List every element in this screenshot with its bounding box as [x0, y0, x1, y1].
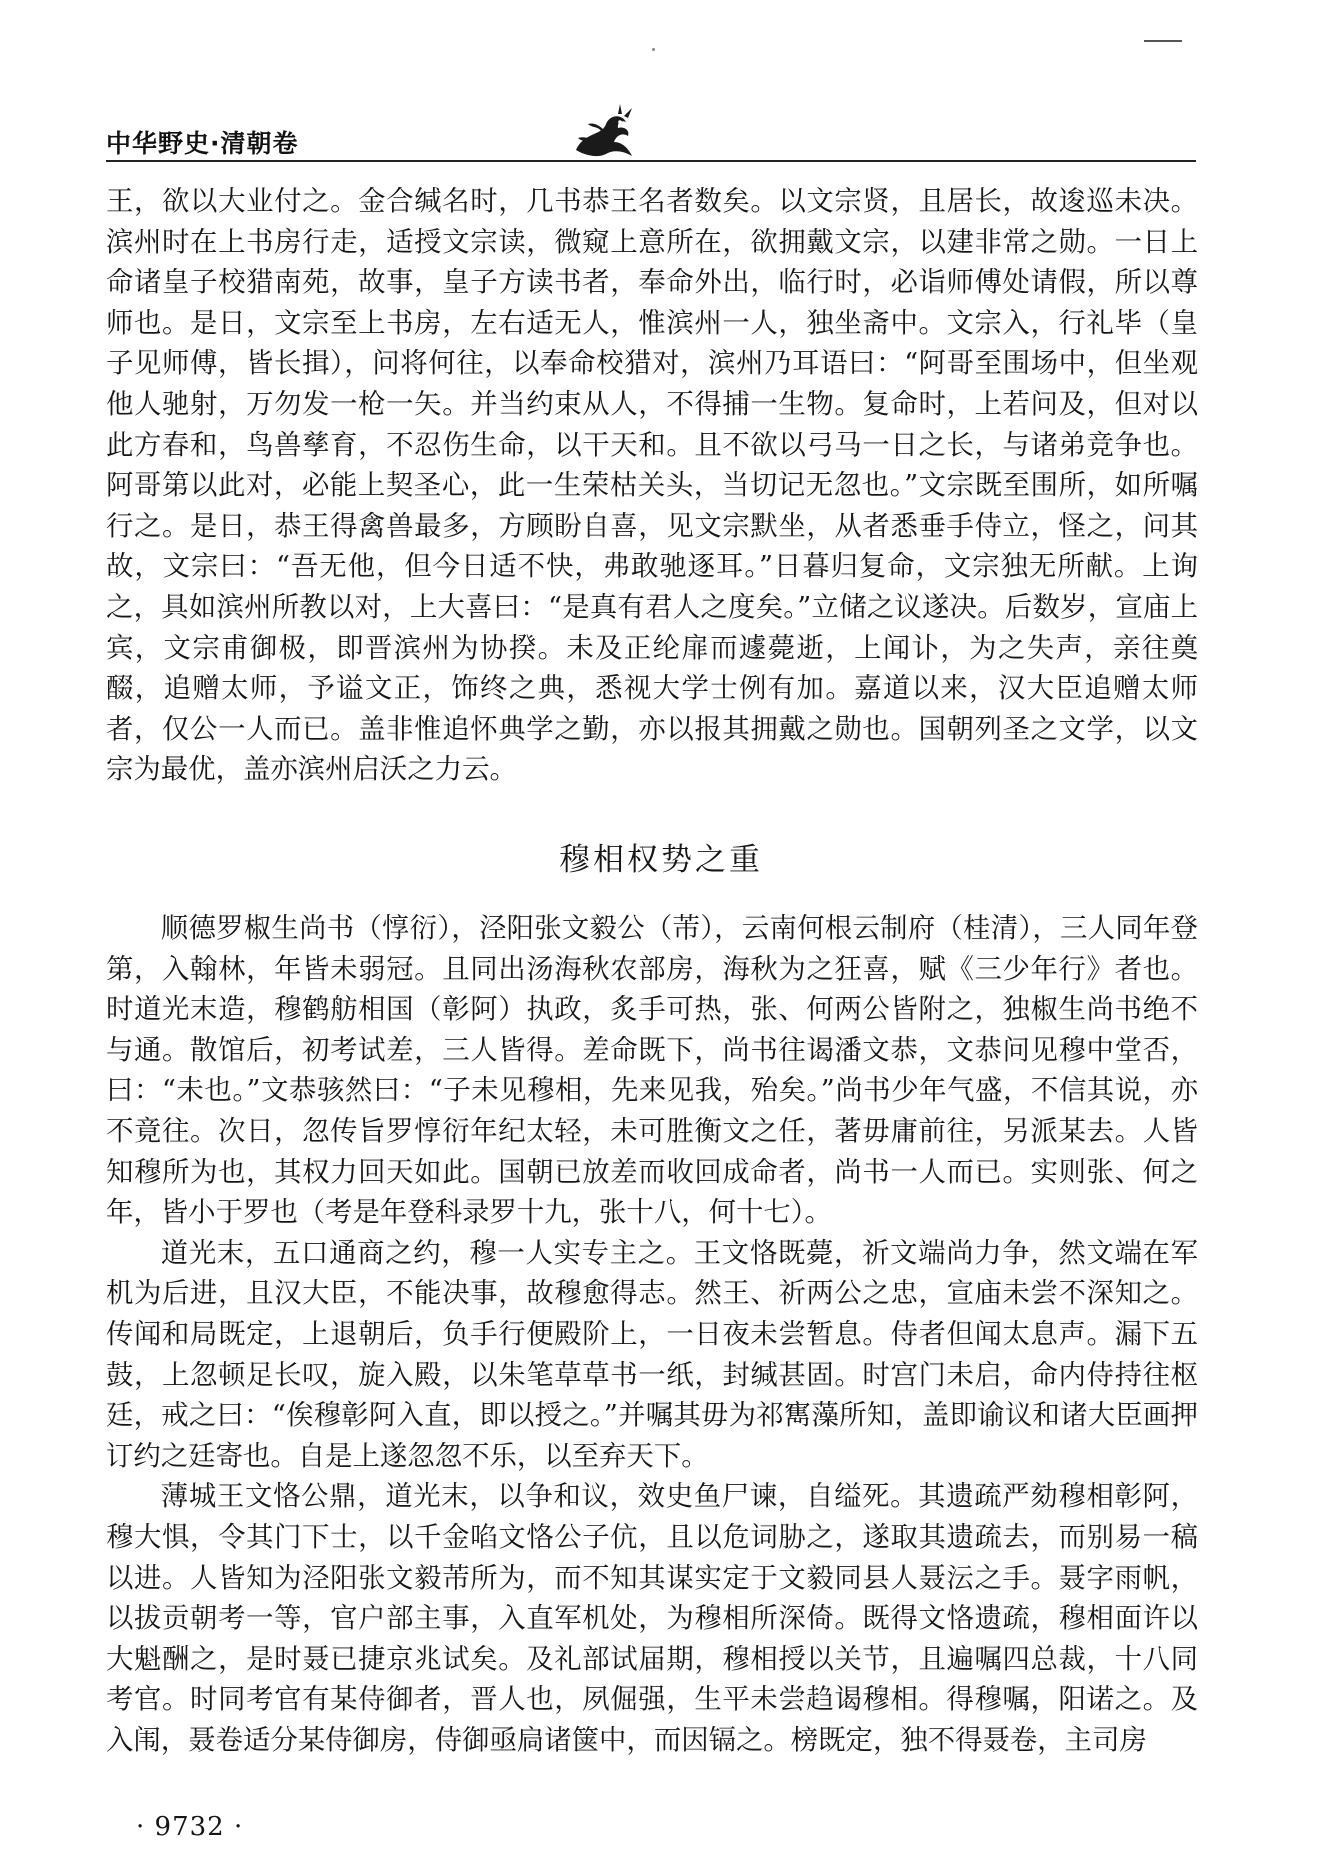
corner-scan-mark [1144, 40, 1182, 42]
header-title: 中华野史·清朝卷 [106, 129, 299, 158]
dragon-emblem-icon [562, 102, 642, 162]
scan-dot [652, 48, 655, 51]
continued-paragraph: 王，欲以大业付之。金合缄名时，几书恭王名者数矣。以文宗贤，且居长，故逡巡未决。滨州时在上书房行走，适授文宗读，微窥上意所在，欲拥戴文宗，以建非常之勋。一日上命诸皇子校猎南苑，故事，皇子方读书者，奉命外出，临行时，必诣师傅处请假，所以尊师也。是日，文宗至上书房，左右适无人，惟滨州一人，独坐斋中。文宗入，行礼毕（皇子见师傅，皆长揖），问将何往，以奉命校猎对，滨州乃耳语曰：“阿哥至围场中，但坐观他人驰射，万勿发一枪一矢。并当约束从人，不得捕一生物。复命时，上若问及，但对以此方春和，鸟兽孳育，不忍伤生命，以干天和。且不欲以弓马一日之长，与诸弟竞争也。阿哥第以此对，必能上契圣心，此一生荣枯关头，当切记无忽也。”文宗既至围所，如所嘱行之。是日，恭王得禽兽最多，方顾盼自喜，见文宗默坐，从者悉垂手侍立，怪之，问其故，文宗曰：“吾无他，但今日适不快，弗敢驰逐耳。”日暮归复命，文宗独无所献。上询之，具如滨州所教以对，上大喜曰：“是真有君人之度矣。”立储之议遂决。后数岁，宣庙上宾，文宗甫御极，即晋滨州为协揆。未及正纶扉而遽薨逝，上闻讣，为之失声，亲往奠醊，追赠太师，予谥文正，饰终之典，悉视大学士例有加。嘉道以来，汉大臣追赠太师者，仅公一人而已。盖非惟追怀典学之勤，亦以报其拥戴之勋也。国朝列圣之文学，以文宗为最优，盖亦滨州启沃之力云。 [106, 186, 1198, 786]
continued-text-block [106, 182, 1198, 791]
running-header [106, 102, 1196, 162]
header-rule [106, 160, 1196, 162]
section-paragraph-2: 道光末，五口通商之约，穆一人实专主之。王文恪既薨，祈文端尚力争，然文端在军机为后进，且汉大臣，不能决事，故穆愈得志。然王、祈两公之忠，宣庙未尝不深知之。传闻和局既定，上退朝后，负手行便殿阶上，一日夜未尝暂息。侍者但闻太息声。漏下五鼓，上忽顿足长叹，旋入殿，以朱笔草草书一纸，封缄甚固。时宫门未启，命内侍持往枢廷，戒之曰：“俟穆彰阿入直，即以授之。”并嘱其毋为祁寯藻所知，盖即谕议和诸大臣画押订约之廷寄也。自是上遂忽忽不乐，以至弃天下。 [106, 1237, 1198, 1472]
section-paragraph-3: 薄城王文恪公鼎，道光末，以争和议，效史鱼尸谏，自缢死。其遗疏严劾穆相彰阿，穆大惧，令其门下士，以千金啗文恪公子伉，且以危词胁之，遂取其遗疏去，而别易一稿以进。人皆知为泾阳张文毅芾所为，而不知其谋实定于文毅同县人聂沄之手。聂字雨帆，以拔贡朝考一等，官户部主事，入直军机处，为穆相所深倚。既得文恪遗疏，穆相面许以大魁酬之，是时聂已捷京兆试矣。及礼部试届期，穆相授以关节，且遍嘱四总裁，十八同考官。时同考官有某侍御者，晋人也，夙倔强，生平未尝趋谒穆相。得穆嘱，阳诺之。及入闱，聂卷适分某侍御房，侍御亟扃诸箧中，而因镉之。榜既定，独不得聂卷，主司房 [106, 1481, 1198, 1756]
page-number: · 9732 · [136, 1812, 244, 1842]
section-body [106, 909, 1198, 1761]
section-title: 穆相权势之重 [559, 842, 763, 878]
section-paragraph-1: 顺德罗椒生尚书（惇衍），泾阳张文毅公（芾），云南何根云制府（桂清），三人同年登第，入翰林，年皆未弱冠。且同出汤海秋农部房，海秋为之狂喜，赋《三少年行》者也。时道光末造，穆鹤舫相国（彰阿）执政，炙手可热，张、何两公皆附之，独椒生尚书绝不与通。散馆后，初考试差，三人皆得。差命既下，尚书往谒潘文恭，文恭问见穆中堂否，曰：“未也。”文恭骇然曰：“子未见穆相，先来见我，殆矣。”尚书少年气盛，不信其说，亦不竟往。次日，忽传旨罗惇衍年纪太轻，未可胜衡文之任，著毋庸前往，另派某去。人皆知穆所为也，其权力回天如此。国朝已放差而收回成命者，尚书一人而已。实则张、何之年，皆小于罗也（考是年登科录罗十九，张十八，何十七）。 [106, 913, 1198, 1229]
